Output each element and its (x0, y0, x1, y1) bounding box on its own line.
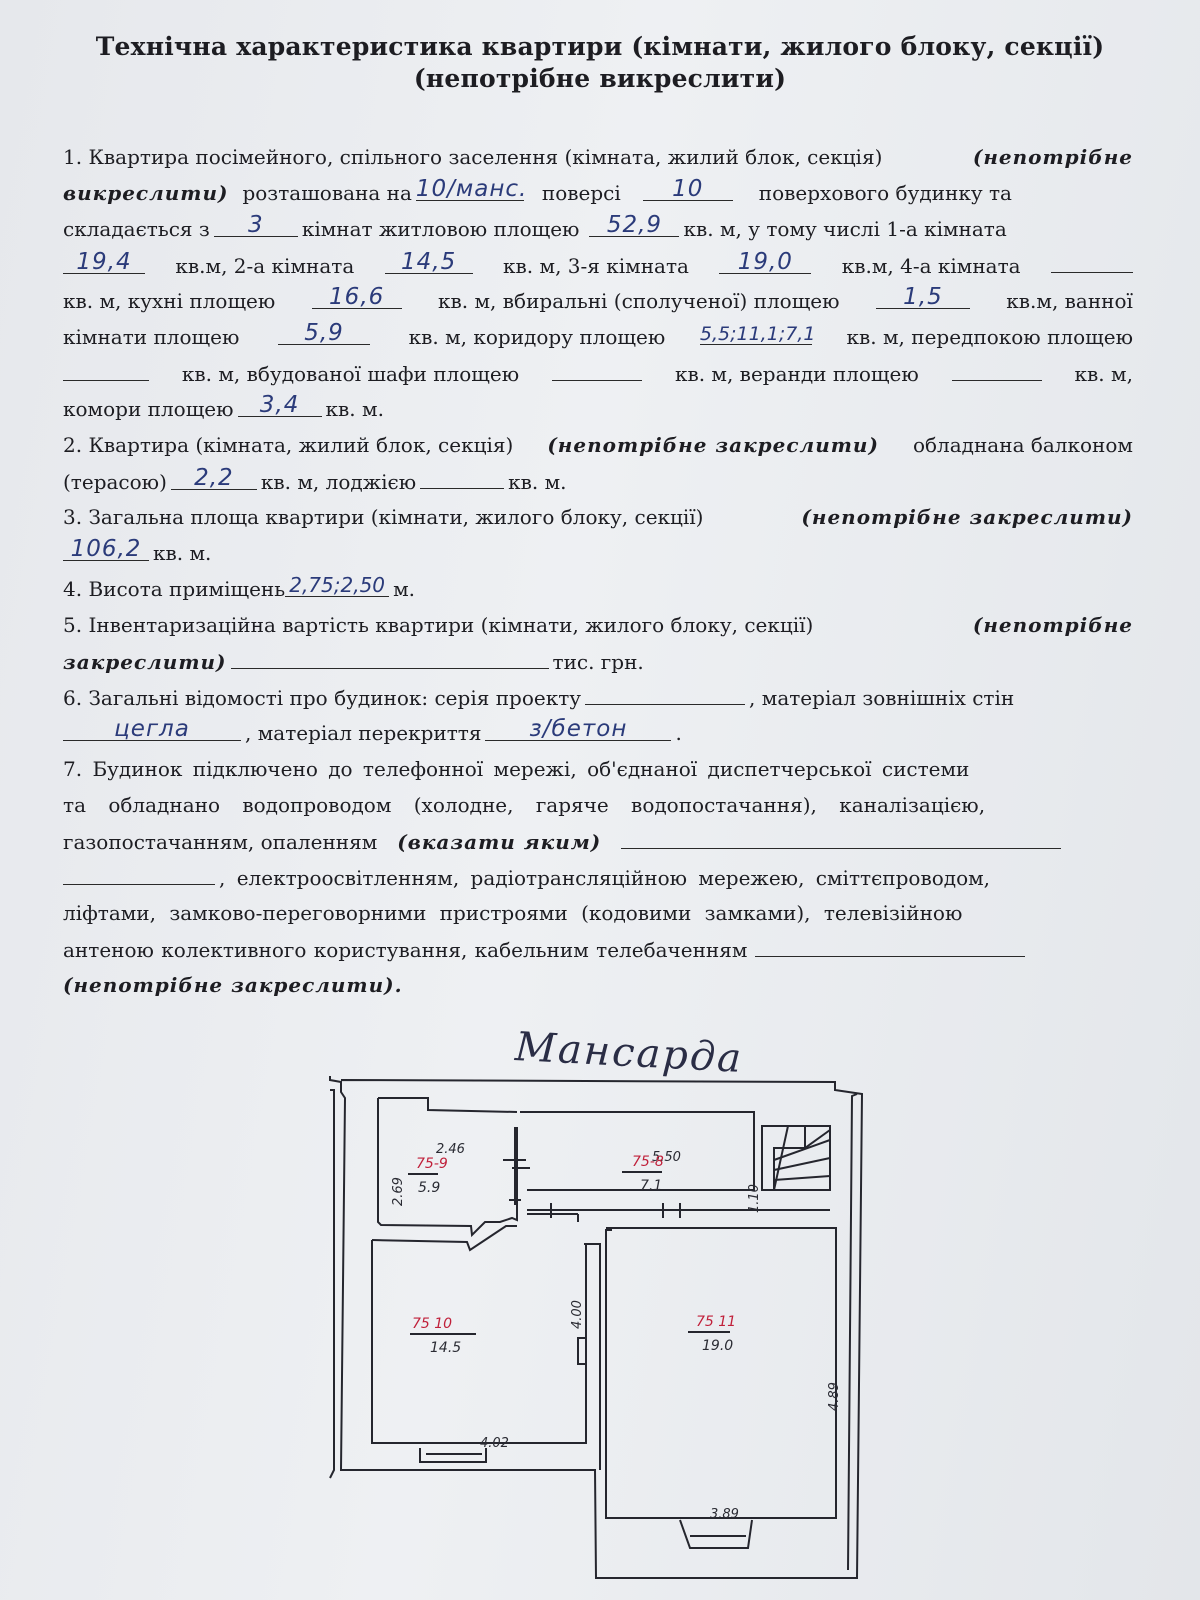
room-11-walls (606, 1228, 836, 1518)
room-code-9: 75-9 (416, 1156, 448, 1172)
rooms-field: 3 (214, 212, 298, 237)
item7-line5: ліфтами, замково-переговорними пристроями (кодовими замками), телевізійною (63, 901, 963, 925)
room-code-10: 75 10 (412, 1316, 453, 1332)
item1-line4: 19,4 кв.м, 2-а кімната 14,5 кв. м, 3-я кімната 19,0 кв.м, 4-а кімната (63, 248, 1133, 282)
item3-line1: 3. Загальна площа квартири (кімнати, жилого блоку, секції) (непотрібне закреслити) (63, 505, 1133, 529)
item5-line1: 5. Інвентаризаційна вартість квартири (кімнати, жилого блоку, секції) (непотрібне (63, 613, 1133, 637)
wc-field: 1,5 (876, 284, 970, 309)
bath-field: 5,9 (278, 320, 370, 345)
dim-right-side: 4.89 (827, 1382, 842, 1411)
document-subtitle: (непотрібне викреслити) (413, 64, 787, 93)
item7-line7: (непотрібне закреслити). (63, 973, 403, 997)
room-area-9: 5.9 (418, 1180, 441, 1196)
height-field: 2,75;2,50 (285, 572, 389, 597)
room-10-walls (372, 1240, 586, 1443)
dim-left-side: 2.69 (391, 1177, 406, 1206)
room1-field: 19,4 (63, 249, 145, 274)
room2-field: 14,5 (385, 249, 473, 274)
room-area-10: 14.5 (430, 1340, 462, 1356)
balcony-right (680, 1520, 752, 1548)
dim-mid-vertical: 4.00 (570, 1300, 585, 1329)
storage-field: 3,4 (238, 392, 322, 417)
item7-line3: газопостачанням, опаленням (вказати яким) (63, 824, 1133, 858)
item4-line: 4. Висота приміщень 2,75;2,50 м. (63, 573, 416, 601)
item5-line2: закреслити) тис. грн. (63, 644, 1133, 678)
item1-line5: кв. м, кухні площею 16,6 кв. м, вбиральні (сполученої) площею 1,5 кв.м, ванної (63, 284, 1133, 313)
item1-line3: складається з 3 кімнат житловою площею 52,9 кв. м, у тому числі 1-а кімната (63, 212, 1007, 241)
item7-line4: , електроосвітленням, радіотрансляційною мережею, сміттєпроводом, (63, 860, 1133, 894)
dim-top-mid: 5.50 (652, 1150, 681, 1165)
room-code-8: 75-8 (632, 1154, 664, 1170)
item1-line7: кв. м, вбудованої шафи площею кв. м, веранди площею кв. м, (63, 356, 1133, 390)
document-title: Технічна характеристика квартири (кімнати, жилого блоку, секції) (95, 32, 1105, 61)
floors-field: 10 (643, 176, 733, 201)
living-area-field: 52,9 (589, 212, 679, 237)
dim-bottom-left: 4.02 (480, 1436, 509, 1451)
item6-line2: цегла , матеріал перекриття з/бетон . (63, 716, 1133, 750)
room3-field: 19,0 (719, 249, 811, 274)
room-9-top (378, 1098, 517, 1112)
room-8-walls (520, 1112, 754, 1190)
kitchen-field: 16,6 (312, 284, 402, 309)
item3-line2: 106,2 кв. м. (63, 536, 1133, 570)
room-area-8: 7.1 (640, 1178, 663, 1194)
outer-wall-left (330, 1090, 334, 1478)
total-area-field: 106,2 (63, 536, 149, 561)
floor-field: 10/манс. (415, 176, 528, 202)
dim-stair-side: 1.10 (747, 1184, 762, 1213)
item7-line2: та обладнано водопроводом (холодне, гаряче водопостачання), каналізацією, (63, 793, 986, 817)
item6-line1: 6. Загальні відомості про будинок: серія проекту , матеріал зовнішніх стін (63, 680, 1133, 714)
item1-line8: комори площею 3,4 кв. м. (63, 392, 384, 421)
ceiling-material-field: з/бетон (485, 716, 671, 741)
item1-line6: кімнати площею 5,9 кв. м, коридору площею 5,5;11,1;7,1 кв. м, передпокою площею (63, 320, 1133, 349)
item7-line6: антеною колективного користування, кабельним телебаченням (63, 932, 1133, 966)
room-area-11: 19.0 (702, 1338, 734, 1354)
item1-line2: викреслити) розташована на 10/манс. поверсі 10 поверхового будинку та (63, 176, 1012, 205)
room-code-11: 75 11 (696, 1314, 737, 1330)
dim-bottom-right: 3.89 (710, 1507, 739, 1522)
item2-line2: (терасою) 2,2 кв. м, лоджією кв. м. (63, 465, 567, 494)
item2-line1: 2. Квартира (кімната, жилий блок, секція) (непотрібне закреслити) обладнана балконом (63, 433, 1133, 457)
item1-line1: 1. Квартира посімейного, спільного заселення (кімната, жилий блок, секція) (непотрібне (63, 145, 1133, 169)
walls-material-field: цегла (63, 716, 241, 741)
stair-box (762, 1126, 830, 1190)
dim-top-left: 2.46 (436, 1142, 465, 1157)
plan-title: Мансарда (513, 1024, 745, 1082)
balcony-field: 2,2 (171, 465, 257, 490)
outer-wall-right (848, 1094, 857, 1570)
corridor-field: 5,5;11,1;7,1 (700, 320, 812, 345)
item7-line1: 7. Будинок підключено до телефонної мережі, об'єднаної диспетчерської системи (63, 757, 970, 781)
